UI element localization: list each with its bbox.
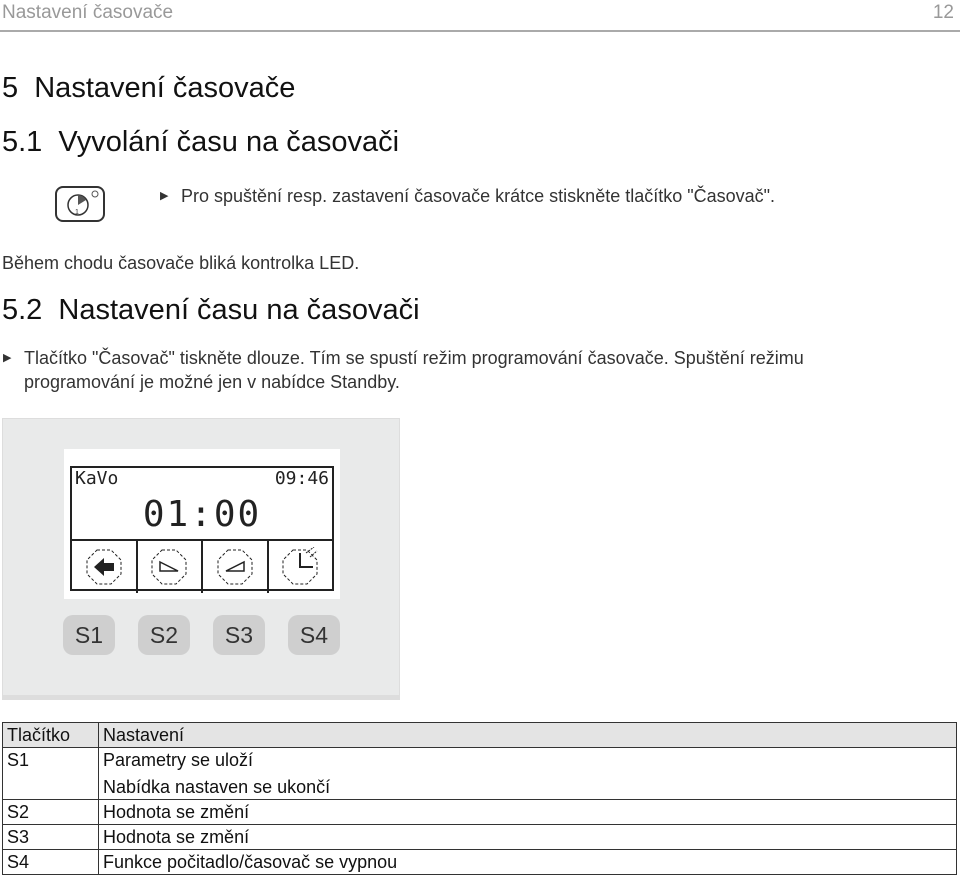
decrease-icon <box>138 541 204 593</box>
timer-readout: 01:00 <box>142 494 262 535</box>
brand-label: KaVo <box>75 468 119 489</box>
setting-cell: Hodnota se změní <box>99 825 957 850</box>
table-row <box>3 850 957 875</box>
button-cell: S3 <box>3 825 99 850</box>
setting-cell <box>99 748 957 800</box>
setting-cell: Hodnota se změní <box>99 800 957 825</box>
table-row <box>3 800 957 825</box>
chapter-title: 5 Nastavení časovače <box>2 72 296 104</box>
button-cell: S2 <box>3 800 99 825</box>
bullet-icon: ▶ <box>160 190 169 202</box>
svg-text:1: 1 <box>75 209 79 216</box>
clock-readout: 09:46 <box>274 468 329 489</box>
table-header-row <box>3 723 957 748</box>
section-5-2-title: 5.2 Nastavení času na časovači <box>2 294 420 326</box>
column-header-setting: Nastavení <box>99 723 957 748</box>
control-panel-illustration <box>2 418 400 700</box>
setting-line: Nabídka nastaven se ukončí <box>103 777 331 797</box>
s4-button[interactable]: S4 <box>288 615 340 655</box>
led-note: Během chodu časovače bliká kontrolka LED. <box>2 253 360 273</box>
button-settings-table <box>2 722 957 875</box>
header-divider <box>0 30 960 32</box>
timer-key-icon <box>55 186 105 222</box>
s1-button[interactable]: S1 <box>63 615 115 655</box>
timer-start-instruction: Pro spuštění resp. zastavení časovače krátce stiskněte tlačítko "Časovač". <box>181 186 776 206</box>
setting-cell: Funkce počitadlo/časovač se vypnou <box>99 850 957 875</box>
programming-instruction-line1: Tlačítko "Časovač" tiskněte dlouze. Tím se spustí režim programování časovače. Spuštění režimu <box>24 348 804 368</box>
section-5-1-title: 5.1 Vyvolání času na časovači <box>2 126 400 158</box>
table-row <box>3 825 957 850</box>
programming-instruction-line2: programování je možné jen v nabídce Standby. <box>24 372 400 392</box>
setting-line: Parametry se uloží <box>103 750 254 770</box>
increase-icon <box>203 541 269 593</box>
button-cell: S1 <box>3 748 99 800</box>
bullet-icon: ▶ <box>3 352 12 364</box>
button-cell: S4 <box>3 850 99 875</box>
timer-function-icon <box>269 541 333 593</box>
s2-button[interactable]: S2 <box>138 615 190 655</box>
running-header: Nastavení časovače <box>2 2 174 23</box>
s3-button[interactable]: S3 <box>213 615 265 655</box>
column-header-button: Tlačítko <box>3 723 99 748</box>
page-number: 12 <box>932 2 954 23</box>
lcd-display <box>70 466 334 591</box>
back-arrow-icon <box>72 541 138 593</box>
display-screen <box>64 449 340 599</box>
table-row <box>3 748 957 800</box>
